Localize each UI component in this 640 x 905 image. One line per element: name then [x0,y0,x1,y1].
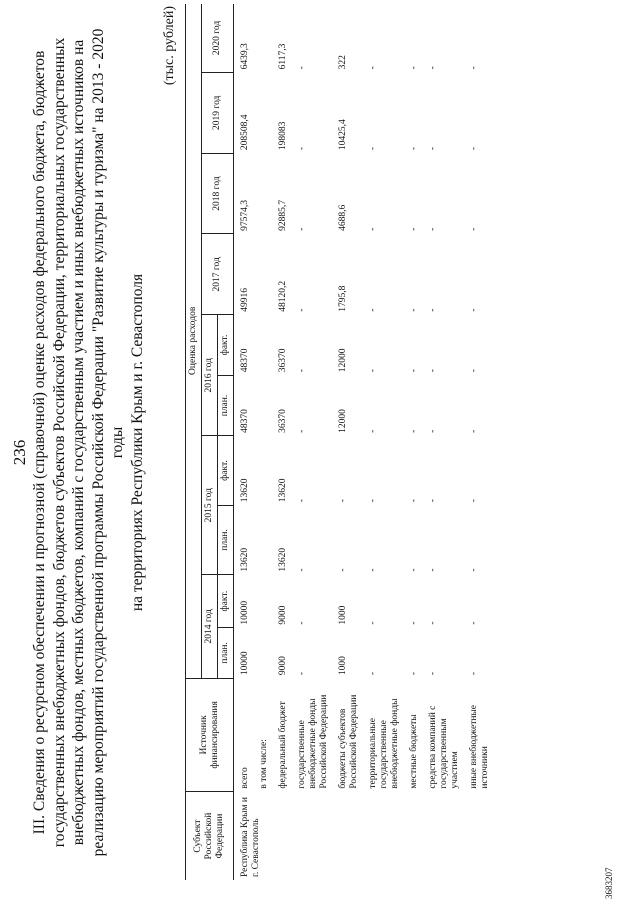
value-cell: - [368,227,378,231]
value-cell [253,315,272,376]
value-cell: - [368,429,378,433]
page-number: 236 [10,439,29,466]
value-cell [253,153,272,234]
value-cell: 6439,3 [240,43,250,70]
value-cell [253,505,272,574]
value-cell: 48120,2 [278,280,288,312]
value-cell: - [338,568,348,572]
value-cell: 36370 [278,409,288,433]
value-cell: - [409,308,419,312]
value-cell: 10000 [240,600,250,625]
value-cell: 13620 [240,478,250,503]
value-cell: - [409,568,419,572]
table-row [272,4,291,880]
value-cell: - [409,621,419,625]
value-cell [253,575,272,628]
header-fact-2014: факт. [218,575,234,628]
value-cell: - [297,429,307,433]
header-2017: 2017 год [202,234,234,315]
value-cell: - [428,671,438,676]
table-row [463,4,493,880]
value-cell: - [428,621,438,625]
value-cell: - [297,621,307,625]
header-2015: 2015 год [202,436,218,575]
value-cell: 12000 [338,348,348,373]
value-cell: - [338,499,348,503]
source-cell: местные бюджеты [409,714,419,789]
value-cell: 1000 [338,656,348,676]
document-id: 3683207 [604,867,614,899]
value-cell: - [368,621,378,625]
value-cell: - [297,369,307,373]
value-cell [253,628,272,678]
header-fact-2016: факт. [218,315,234,376]
header-2019: 2019 год [202,72,234,153]
value-cell: - [428,227,438,231]
value-cell: 92885,7 [278,200,288,231]
value-cell: 1000 [338,605,348,625]
value-cell: - [469,671,479,676]
value-cell: 6117,3 [278,43,288,70]
source-cell: бюджеты субъектов Российской Федерации [338,694,359,789]
value-cell: - [469,227,479,231]
header-plan-2015: план. [218,505,234,574]
value-cell [253,72,272,153]
value-cell: - [368,66,378,70]
value-cell: 10000 [240,651,250,676]
value-cell: 13620 [278,478,288,503]
value-cell: 4688,6 [338,204,348,231]
value-cell: 13620 [278,547,288,572]
value-cell: 48370 [240,409,250,433]
value-cell: - [469,369,479,373]
value-cell: 208508,4 [240,114,250,151]
funding-table [185,4,493,880]
value-cell: - [409,369,419,373]
table-row [403,4,422,880]
value-cell: - [368,369,378,373]
value-cell: - [428,146,438,151]
header-plan-2014: план. [218,628,234,678]
value-cell: - [368,568,378,572]
value-cell: - [469,66,479,70]
header-plan-2016: план. [218,375,234,436]
source-cell: государственные внебюджетные фонды Российской Федерации [297,694,329,789]
value-cell: 12000 [338,409,348,433]
value-cell: 13620 [240,547,250,572]
header-2018: 2018 год [202,153,234,234]
value-cell: - [428,308,438,312]
value-cell: - [368,671,378,676]
source-cell: всего [240,767,250,789]
header-source: Источник финансирования [186,678,234,792]
value-cell: - [469,146,479,151]
title-line: реализацию мероприятий государственной программы Российской Федерации "Развитие культуры и туризма" на 2013 - 2020 годы [89,28,126,857]
value-cell: 97574,3 [240,200,250,231]
table-row [362,4,403,880]
value-cell [253,375,272,436]
value-cell: - [409,227,419,231]
value-cell: - [297,499,307,503]
value-cell: - [368,308,378,312]
header-2016: 2016 год [202,315,218,436]
value-cell: 49916 [240,287,250,312]
source-cell: в том числе: [259,739,269,789]
value-cell: 1795,8 [338,285,348,312]
header-2014: 2014 год [202,575,218,678]
value-cell: 9000 [278,656,288,676]
value-cell: - [428,369,438,373]
value-cell: - [409,499,419,503]
table-row [332,4,362,880]
value-cell: - [469,429,479,433]
source-cell: федеральный бюджет [278,701,288,789]
table-row [253,4,272,880]
value-cell: - [469,499,479,503]
value-cell: 198083 [278,121,288,151]
value-cell: - [428,568,438,572]
value-cell: - [297,146,307,151]
title-line: III. Сведения о ресурсном обеспечении и прогнозной (справочной) оценке расходов федерального бюджета, бюджетов [31,50,48,835]
header-fact-2015: факт. [218,436,234,505]
value-cell: - [469,568,479,572]
value-cell: 322 [338,55,348,70]
value-cell: - [409,66,419,70]
table-row [291,4,332,880]
value-cell: - [368,499,378,503]
value-cell: - [409,146,419,151]
header-subject: Субъект Российской Федерации [186,792,234,880]
source-cell: средства компаний с государственным участием [428,705,460,789]
subject-cell: Республика Крым и г. Севастополь [240,797,261,877]
document-title [30,20,147,865]
source-cell: территориальные государственные внебюджетные фонды [368,698,400,789]
value-cell: 9000 [278,605,288,625]
value-cell: 36370 [278,348,288,373]
value-cell: - [297,308,307,312]
value-cell: 10425,4 [338,119,348,151]
table-row [234,4,254,880]
value-cell [253,436,272,505]
value-cell: - [297,568,307,572]
value-cell: - [409,429,419,433]
value-cell: - [469,621,479,625]
value-cell: - [368,146,378,151]
source-cell: иные внебюджетные источники [469,704,490,789]
title-line: внебюджетных фондов, местных бюджетов, компаний с государственным участием и иных внебюджетных источников на [70,39,87,846]
value-cell [253,4,272,72]
value-cell [253,234,272,315]
table-row [422,4,463,880]
value-cell: - [297,227,307,231]
title-line: государственных внебюджетных фондов, бюджетов субъектов Российской Федерации, территориальных государственных [50,37,68,848]
title-line: на территориях Республики Крым и г. Севастополя [128,273,146,612]
value-cell: - [428,66,438,70]
value-cell: - [297,671,307,676]
value-cell: - [469,308,479,312]
header-estimate: Оценка расходов [186,4,202,678]
value-cell: - [428,499,438,503]
value-cell: - [297,66,307,70]
table-body [234,4,494,880]
value-cell: - [428,429,438,433]
header-2020: 2020 год [202,4,234,72]
units-label: (тыс. рублей) [162,6,177,86]
value-cell: 48370 [240,348,250,373]
value-cell: - [409,671,419,676]
